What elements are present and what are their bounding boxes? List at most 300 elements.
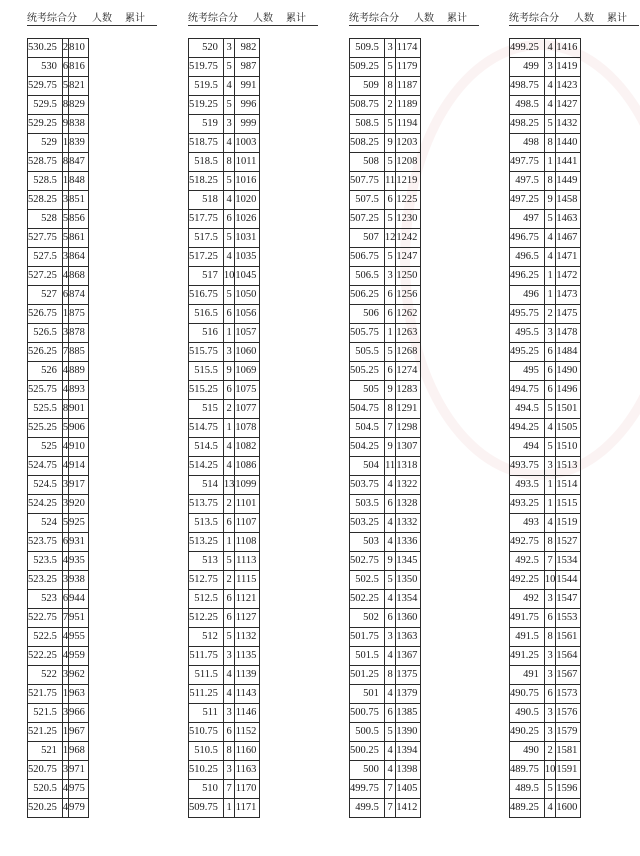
count-cell: 6: [223, 723, 235, 742]
table-row: [510, 609, 581, 628]
table-row: [510, 286, 581, 305]
cumulative-cell: 1262: [396, 305, 421, 324]
cumulative-cell: 1505: [556, 419, 581, 438]
cumulative-cell: 959: [69, 647, 89, 666]
cumulative-cell: 1441: [556, 153, 581, 172]
score-cell: 522.25: [28, 647, 63, 666]
cumulative-cell: 1398: [396, 761, 421, 780]
count-cell: 4: [62, 647, 68, 666]
cumulative-cell: 1332: [396, 514, 421, 533]
count-cell: 2: [544, 742, 556, 761]
count-cell: 3: [544, 324, 556, 343]
count-cell: 1: [223, 799, 235, 818]
header-cumulative: 累计: [447, 13, 467, 24]
count-cell: 5: [62, 229, 68, 248]
score-cell: 499.75: [350, 780, 385, 799]
score-cell: 524.5: [28, 476, 63, 495]
score-cell: 530.25: [28, 39, 63, 58]
cumulative-cell: 1075: [235, 381, 260, 400]
count-cell: 6: [384, 704, 396, 723]
table-row: [510, 400, 581, 419]
cumulative-cell: 874: [69, 286, 89, 305]
count-cell: 4: [223, 457, 235, 476]
score-cell: 518.25: [189, 172, 224, 191]
cumulative-cell: 1567: [556, 666, 581, 685]
table-row: [189, 153, 260, 172]
cumulative-cell: 982: [235, 39, 260, 58]
count-cell: 6: [384, 609, 396, 628]
count-cell: 4: [223, 134, 235, 153]
header-cumulative: 累计: [125, 13, 145, 24]
table-row: [28, 533, 89, 552]
cumulative-cell: 1101: [235, 495, 260, 514]
cumulative-cell: 1473: [556, 286, 581, 305]
cumulative-cell: 838: [69, 115, 89, 134]
cumulative-cell: 920: [69, 495, 89, 514]
cumulative-cell: 1219: [396, 172, 421, 191]
cumulative-cell: 1328: [396, 495, 421, 514]
cumulative-cell: 1208: [396, 153, 421, 172]
score-cell: 490.25: [510, 723, 545, 742]
score-cell: 499: [510, 58, 545, 77]
table-row: [28, 286, 89, 305]
cumulative-cell: 1496: [556, 381, 581, 400]
count-cell: 7: [544, 552, 556, 571]
cumulative-cell: 1432: [556, 115, 581, 134]
score-cell: 525.75: [28, 381, 63, 400]
cumulative-cell: 1099: [235, 476, 260, 495]
score-cell: 497.75: [510, 153, 545, 172]
score-cell: 491.75: [510, 609, 545, 628]
cumulative-cell: 1174: [396, 39, 421, 58]
score-cell: 507.75: [350, 172, 385, 191]
cumulative-cell: 1263: [396, 324, 421, 343]
cumulative-cell: 906: [69, 419, 89, 438]
table-row: [350, 723, 421, 742]
count-cell: 4: [384, 514, 396, 533]
count-cell: 5: [384, 571, 396, 590]
cumulative-cell: 1379: [396, 685, 421, 704]
score-cell: 494.75: [510, 381, 545, 400]
score-cell: 506: [350, 305, 385, 324]
cumulative-cell: 1322: [396, 476, 421, 495]
header-score: 统考综合分: [509, 13, 559, 24]
cumulative-cell: 1534: [556, 552, 581, 571]
count-cell: 4: [544, 96, 556, 115]
cumulative-cell: 1077: [235, 400, 260, 419]
score-cell: 500.5: [350, 723, 385, 742]
table-row: [350, 799, 421, 818]
table-row: [189, 723, 260, 742]
score-table: [509, 38, 581, 818]
cumulative-cell: 1472: [556, 267, 581, 286]
count-cell: 1: [62, 305, 68, 324]
cumulative-cell: 1056: [235, 305, 260, 324]
table-row: [28, 723, 89, 742]
table-row: [510, 210, 581, 229]
count-cell: 1: [223, 533, 235, 552]
count-cell: 4: [223, 248, 235, 267]
score-cell: 500: [350, 761, 385, 780]
cumulative-cell: 1416: [556, 39, 581, 58]
count-cell: 9: [384, 552, 396, 571]
table-row: [28, 362, 89, 381]
table-row: [510, 723, 581, 742]
count-cell: 4: [62, 552, 68, 571]
table-row: [350, 609, 421, 628]
cumulative-cell: 1011: [235, 153, 260, 172]
count-cell: 5: [544, 210, 556, 229]
cumulative-cell: 1596: [556, 780, 581, 799]
count-cell: 3: [62, 476, 68, 495]
count-cell: 6: [223, 514, 235, 533]
count-cell: 3: [223, 39, 235, 58]
score-cell: 506.5: [350, 267, 385, 286]
cumulative-cell: 975: [69, 780, 89, 799]
header-rule: [509, 25, 639, 26]
cumulative-cell: 1360: [396, 609, 421, 628]
score-cell: 494.5: [510, 400, 545, 419]
score-cell: 502.75: [350, 552, 385, 571]
cumulative-cell: 1440: [556, 134, 581, 153]
cumulative-cell: 1003: [235, 134, 260, 153]
cumulative-cell: 1291: [396, 400, 421, 419]
cumulative-cell: 1274: [396, 362, 421, 381]
cumulative-cell: 987: [235, 58, 260, 77]
cumulative-cell: 1086: [235, 457, 260, 476]
count-cell: 7: [62, 343, 68, 362]
count-cell: 3: [223, 704, 235, 723]
table-row: [189, 533, 260, 552]
score-cell: 505.5: [350, 343, 385, 362]
cumulative-cell: 1179: [396, 58, 421, 77]
count-cell: 5: [62, 514, 68, 533]
cumulative-cell: 1581: [556, 742, 581, 761]
score-cell: 496.25: [510, 267, 545, 286]
count-cell: 4: [223, 666, 235, 685]
count-cell: 1: [544, 153, 556, 172]
cumulative-cell: 1513: [556, 457, 581, 476]
cumulative-cell: 1225: [396, 191, 421, 210]
cumulative-cell: 1336: [396, 533, 421, 552]
score-cell: 493: [510, 514, 545, 533]
cumulative-cell: 944: [69, 590, 89, 609]
count-cell: 9: [62, 115, 68, 134]
count-cell: 9: [544, 191, 556, 210]
table-row: [189, 742, 260, 761]
count-cell: 7: [223, 780, 235, 799]
table-row: [510, 685, 581, 704]
score-cell: 517: [189, 267, 224, 286]
score-cell: 514.75: [189, 419, 224, 438]
cumulative-cell: 893: [69, 381, 89, 400]
count-cell: 5: [223, 628, 235, 647]
table-row: [510, 115, 581, 134]
count-cell: 4: [62, 799, 68, 818]
table-row: [189, 590, 260, 609]
table-row: [350, 210, 421, 229]
count-cell: 2: [223, 571, 235, 590]
table-row: [28, 419, 89, 438]
count-cell: 6: [384, 305, 396, 324]
table-row: [189, 666, 260, 685]
score-cell: 529: [28, 134, 63, 153]
header-score: 统考综合分: [188, 13, 238, 24]
cumulative-cell: 1600: [556, 799, 581, 818]
table-row: [350, 248, 421, 267]
table-row: [350, 305, 421, 324]
score-cell: 514: [189, 476, 224, 495]
cumulative-cell: 1050: [235, 286, 260, 305]
score-cell: 513.25: [189, 533, 224, 552]
cumulative-cell: 1515: [556, 495, 581, 514]
table-row: [510, 780, 581, 799]
score-cell: 528.25: [28, 191, 63, 210]
table-row: [28, 476, 89, 495]
cumulative-cell: 979: [69, 799, 89, 818]
cumulative-cell: 1375: [396, 666, 421, 685]
score-cell: 528: [28, 210, 63, 229]
cumulative-cell: 1031: [235, 229, 260, 248]
score-cell: 516.5: [189, 305, 224, 324]
count-cell: 4: [384, 761, 396, 780]
count-cell: 6: [62, 533, 68, 552]
table-row: [510, 704, 581, 723]
table-row: [510, 628, 581, 647]
table-row: [189, 96, 260, 115]
table-row: [510, 533, 581, 552]
cumulative-cell: 1354: [396, 590, 421, 609]
score-cell: 509.5: [350, 39, 385, 58]
table-row: [28, 172, 89, 191]
score-cell: 511.5: [189, 666, 224, 685]
count-cell: 8: [384, 666, 396, 685]
count-cell: 5: [544, 780, 556, 799]
cumulative-cell: 1423: [556, 77, 581, 96]
score-cell: 516: [189, 324, 224, 343]
table-row: [350, 533, 421, 552]
cumulative-cell: 851: [69, 191, 89, 210]
count-cell: 3: [223, 115, 235, 134]
count-cell: 3: [223, 647, 235, 666]
score-cell: 515.25: [189, 381, 224, 400]
count-cell: 2: [223, 495, 235, 514]
cumulative-cell: 1250: [396, 267, 421, 286]
score-cell: 512: [189, 628, 224, 647]
score-cell: 519.25: [189, 96, 224, 115]
score-cell: 525.25: [28, 419, 63, 438]
score-cell: 492.75: [510, 533, 545, 552]
score-cell: 520.25: [28, 799, 63, 818]
score-cell: 528.5: [28, 172, 63, 191]
count-cell: 8: [384, 77, 396, 96]
count-cell: 4: [62, 457, 68, 476]
table-row: [189, 229, 260, 248]
count-cell: 5: [384, 723, 396, 742]
score-cell: 495: [510, 362, 545, 381]
cumulative-cell: 856: [69, 210, 89, 229]
score-cell: 519: [189, 115, 224, 134]
table-row: [28, 647, 89, 666]
score-cell: 508.5: [350, 115, 385, 134]
count-cell: 5: [384, 248, 396, 267]
header-rule: [27, 25, 157, 26]
score-cell: 492.25: [510, 571, 545, 590]
table-row: [189, 476, 260, 495]
score-cell: 498.5: [510, 96, 545, 115]
score-cell: 520: [189, 39, 224, 58]
count-cell: 4: [384, 647, 396, 666]
cumulative-cell: 1283: [396, 381, 421, 400]
count-cell: 6: [384, 495, 396, 514]
count-cell: 3: [544, 666, 556, 685]
table-row: [350, 742, 421, 761]
count-cell: 4: [223, 438, 235, 457]
cumulative-cell: 1345: [396, 552, 421, 571]
count-cell: 3: [384, 628, 396, 647]
table-row: [350, 324, 421, 343]
score-cell: 525: [28, 438, 63, 457]
score-cell: 496: [510, 286, 545, 305]
table-row: [350, 761, 421, 780]
cumulative-cell: 1016: [235, 172, 260, 191]
table-row: [510, 77, 581, 96]
score-cell: 526.75: [28, 305, 63, 324]
score-cell: 507.5: [350, 191, 385, 210]
table-row: [189, 799, 260, 818]
header-rule: [349, 25, 479, 26]
count-cell: 10: [544, 761, 556, 780]
table-row: [350, 628, 421, 647]
score-cell: 525.5: [28, 400, 63, 419]
cumulative-cell: 1152: [235, 723, 260, 742]
table-row: [28, 248, 89, 267]
score-cell: 513.75: [189, 495, 224, 514]
table-row: [28, 666, 89, 685]
score-cell: 507: [350, 229, 385, 248]
cumulative-cell: 1069: [235, 362, 260, 381]
table-row: [189, 305, 260, 324]
header-rule: [188, 25, 318, 26]
cumulative-cell: 839: [69, 134, 89, 153]
score-cell: 517.25: [189, 248, 224, 267]
table-row: [189, 39, 260, 58]
cumulative-cell: 1576: [556, 704, 581, 723]
table-row: [189, 552, 260, 571]
count-cell: 1: [544, 476, 556, 495]
cumulative-cell: 1194: [396, 115, 421, 134]
score-cell: 512.75: [189, 571, 224, 590]
header-score: 统考综合分: [27, 13, 77, 24]
table-row: [189, 362, 260, 381]
table-row: [510, 647, 581, 666]
score-cell: 527.25: [28, 267, 63, 286]
table-row: [350, 780, 421, 799]
cumulative-cell: 971: [69, 761, 89, 780]
score-cell: 500.75: [350, 704, 385, 723]
count-cell: 3: [223, 343, 235, 362]
count-cell: 3: [544, 647, 556, 666]
count-cell: 4: [544, 248, 556, 267]
score-cell: 530: [28, 58, 63, 77]
table-row: [510, 476, 581, 495]
cumulative-cell: 864: [69, 248, 89, 267]
cumulative-cell: 1427: [556, 96, 581, 115]
cumulative-cell: 1203: [396, 134, 421, 153]
cumulative-cell: 810: [69, 39, 89, 58]
score-table: [188, 38, 260, 818]
table-row: [189, 628, 260, 647]
table-row: [28, 77, 89, 96]
count-cell: 1: [223, 419, 235, 438]
count-cell: 4: [62, 267, 68, 286]
count-cell: 1: [62, 685, 68, 704]
table-row: [28, 685, 89, 704]
table-row: [350, 476, 421, 495]
count-cell: 8: [62, 96, 68, 115]
table-row: [350, 58, 421, 77]
table-row: [350, 267, 421, 286]
table-row: [28, 381, 89, 400]
count-cell: 8: [544, 134, 556, 153]
score-cell: 497.25: [510, 191, 545, 210]
count-cell: 5: [62, 77, 68, 96]
count-cell: 5: [384, 210, 396, 229]
score-cell: 511.25: [189, 685, 224, 704]
count-cell: 6: [544, 381, 556, 400]
table-row: [189, 248, 260, 267]
table-row: [350, 286, 421, 305]
score-cell: 502: [350, 609, 385, 628]
count-cell: 7: [384, 419, 396, 438]
cumulative-cell: 1108: [235, 533, 260, 552]
count-cell: 4: [384, 685, 396, 704]
cumulative-cell: 963: [69, 685, 89, 704]
cumulative-cell: 1045: [235, 267, 260, 286]
cumulative-cell: 1115: [235, 571, 260, 590]
score-cell: 493.75: [510, 457, 545, 476]
score-cell: 503.75: [350, 476, 385, 495]
table-row: [28, 39, 89, 58]
table-row: [350, 134, 421, 153]
count-cell: 5: [544, 438, 556, 457]
table-row: [189, 324, 260, 343]
header-score: 统考综合分: [349, 13, 399, 24]
table-row: [28, 704, 89, 723]
table-row: [510, 438, 581, 457]
count-cell: 4: [62, 438, 68, 457]
score-cell: 524.75: [28, 457, 63, 476]
table-row: [189, 761, 260, 780]
cumulative-cell: 821: [69, 77, 89, 96]
count-cell: 6: [62, 58, 68, 77]
score-cell: 491: [510, 666, 545, 685]
score-cell: 518.5: [189, 153, 224, 172]
score-cell: 493.25: [510, 495, 545, 514]
count-cell: 13: [223, 476, 235, 495]
count-cell: 6: [223, 381, 235, 400]
count-cell: 3: [62, 666, 68, 685]
count-cell: 1: [544, 286, 556, 305]
table-row: [189, 514, 260, 533]
table-row: [350, 666, 421, 685]
table-row: [510, 305, 581, 324]
count-cell: 8: [62, 153, 68, 172]
count-cell: 5: [384, 115, 396, 134]
score-cell: 489.75: [510, 761, 545, 780]
table-row: [189, 495, 260, 514]
table-row: [189, 210, 260, 229]
